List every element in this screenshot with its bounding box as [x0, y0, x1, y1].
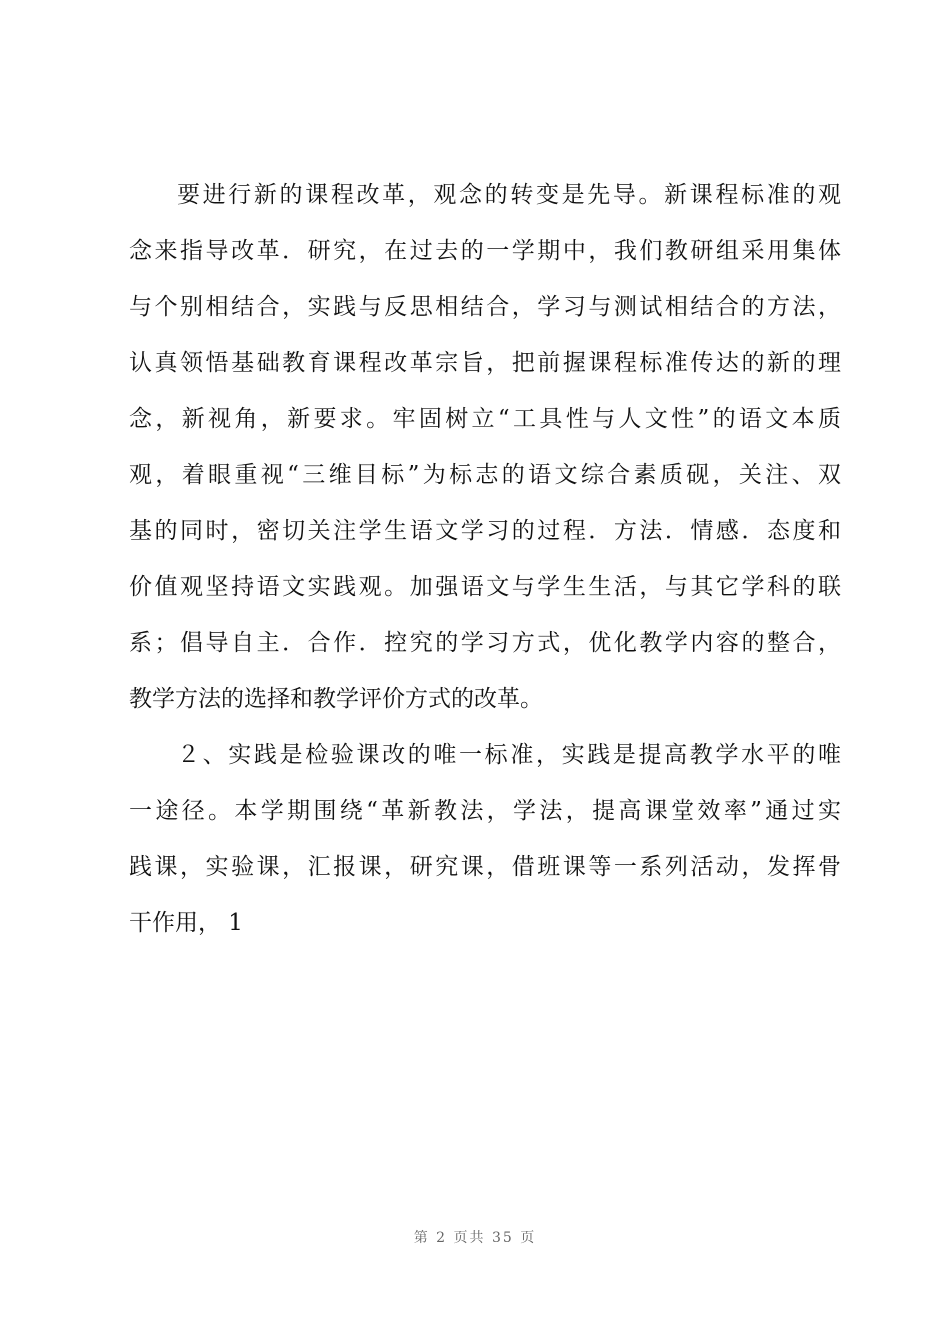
paragraph-1-line-10: 教学方法的选择和教学评价方式的改革。 — [129, 686, 543, 712]
paragraph-1-line-6: 观，着眼重视“三维目标”为标志的语文综合素质砚，关注、双 — [129, 462, 841, 488]
paragraph-1-line-1: 要进行新的课程改革，观念的转变是先导。新课程标准的观 — [177, 182, 841, 208]
paragraph-2-line-2: 一途径。本学期围绕“革新教法，学法，提高课堂效率”通过实 — [129, 798, 841, 824]
paragraph-1-line-2: 念来指导改革．研究，在过去的一学期中，我们教研组采用集体 — [129, 238, 841, 264]
paragraph-1-line-3: 与个别相结合，实践与反思相结合，学习与测试相结合的方法， — [129, 294, 841, 320]
paragraph-1-line-9: 系；倡导自主．合作．控究的学习方式，优化教学内容的整合， — [129, 630, 841, 656]
paragraph-2-line-4: 干作用， 1 — [129, 910, 243, 936]
paragraph-1-line-7: 基的同时，密切关注学生语文学习的过程．方法．情感．态度和 — [129, 518, 841, 544]
paragraph-1-line-5: 念，新视角，新要求。牢固树立“工具性与人文性”的语文本质 — [129, 406, 841, 432]
page-footer: 第 2 页共 35 页 — [413, 1230, 537, 1246]
paragraph-1-line-4: 认真领悟基础教育课程改革宗旨，把前握课程标准传达的新的理 — [129, 350, 841, 376]
paragraph-1-line-8: 价值观坚持语文实践观。加强语文与学生生活，与其它学科的联 — [129, 574, 841, 600]
paragraph-2-line-1: ２、实践是检验课改的唯一标准，实践是提高教学水平的唯 — [177, 742, 841, 768]
paragraph-2-line-3: 践课，实验课，汇报课，研究课，借班课等一系列活动，发挥骨 — [129, 854, 841, 880]
